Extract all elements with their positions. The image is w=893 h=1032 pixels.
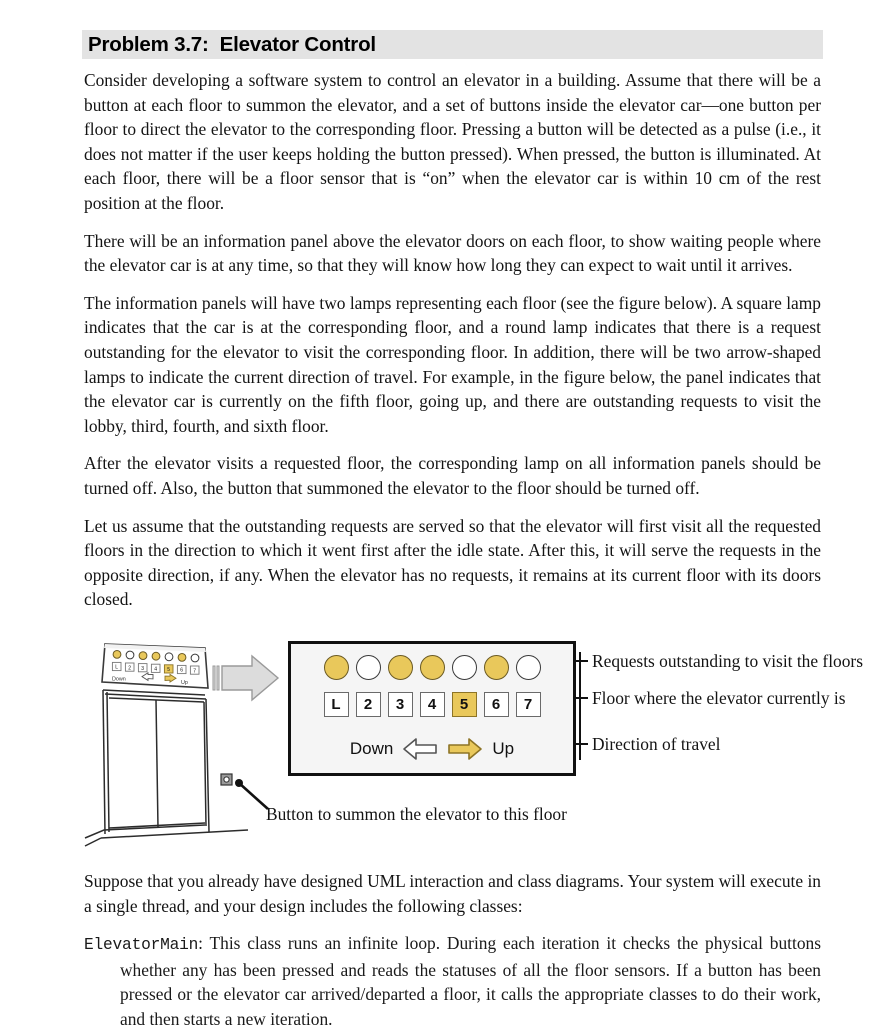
paragraph: Let us assume that the outstanding requests are served so that the elevator will first visit all the requested floors in the direction to which it went first after the idle state. After this, it will serve the requests in the opposite direction, if any. When the elevator has no requests, it remains at its current floor with its doors closed. xyxy=(84,515,821,610)
paragraph: Consider developing a software system to control an elevator in a building. Assume that there will be a button at each floor to summon the elevator, and a set of buttons inside the elevator car—one button per floor to direct the elevator to the corresponding floor. Pressing a button will be detected as a pulse (i.e., it does not matter if the user keeps holding the button pressed). When pressed, the button is illuminated. At each floor, there will be a floor sensor that is “on” when the elevator car is within 10 cm of the rest position at the floor. xyxy=(84,70,821,213)
class-name: ElevatorMain xyxy=(84,936,199,955)
summon-button xyxy=(221,774,232,785)
svg-text:5: 5 xyxy=(167,667,171,674)
request-lamp-4[interactable] xyxy=(420,655,445,680)
floor-indicator-7[interactable]: 7 xyxy=(516,692,541,717)
class-description: : This class runs an infinite loop. During each iteration it checks the physical buttons whether any has been pressed and reads the statuses of all the floor sensors. If a button has been pressed or the elevator car arrived/departed a floor, it calls the appropriate classes to do their work, and then starts a new iteration. xyxy=(120,933,821,1029)
request-lamp-2[interactable] xyxy=(356,655,381,680)
mini-info-panel xyxy=(102,644,208,688)
body-text-top xyxy=(84,68,821,612)
request-lamp-5[interactable] xyxy=(452,655,477,680)
paragraph: The information panels will have two lamps representing each floor (see the figure below). A square lamp indicates that the car is at the corresponding floor, and a round lamp indicates that there is a request outstanding for the elevator to visit the corresponding floor. In addition, there will be two arrow-shaped lamps to indicate the current direction of travel. For example, in the figure below, the panel indicates that the elevator car is currently on the fifth floor, going up, and there are outstanding requests to visit the lobby, third, fourth, and sixth floor. xyxy=(84,292,821,436)
down-label: Down xyxy=(349,739,394,758)
down-arrow-icon[interactable] xyxy=(402,736,438,762)
svg-text:2: 2 xyxy=(128,665,132,672)
paragraph: After the elevator visits a requested floor, the corresponding lamp on all information panels should be turned off. Also, the button that summoned the elevator to the floor should be turned off. xyxy=(84,453,821,498)
svg-text:4: 4 xyxy=(154,666,158,673)
body-text-bottom xyxy=(84,869,821,1032)
svg-text:Up: Up xyxy=(181,680,188,686)
svg-text:3: 3 xyxy=(141,665,145,672)
floor-indicator-2[interactable]: 2 xyxy=(356,692,381,717)
floor-indicator-L[interactable]: L xyxy=(324,692,349,717)
floor-indicator-3[interactable]: 3 xyxy=(388,692,413,717)
direction-row xyxy=(291,732,573,766)
floor-indicator-4[interactable]: 4 xyxy=(420,692,445,717)
callout-current-floor: Floor where the elevator currently is xyxy=(592,688,846,708)
up-label: Up xyxy=(492,739,515,758)
callout-direction: Direction of travel xyxy=(592,734,721,754)
elevator-doors xyxy=(85,690,248,846)
floor-indicator-5[interactable]: 5 xyxy=(452,692,477,717)
elevator-figure xyxy=(0,632,893,864)
request-lamp-3[interactable] xyxy=(388,655,413,680)
request-lamp-row xyxy=(291,655,573,680)
svg-text:L: L xyxy=(115,664,119,671)
summon-button-leader xyxy=(235,779,268,809)
request-lamp-L[interactable] xyxy=(324,655,349,680)
callout-requests: Requests outstanding to visit the floors xyxy=(592,651,863,671)
up-arrow-icon[interactable] xyxy=(447,736,483,762)
zoom-arrow xyxy=(213,656,278,700)
svg-text:Down: Down xyxy=(112,676,126,683)
request-lamp-6[interactable] xyxy=(484,655,509,680)
request-lamp-7[interactable] xyxy=(516,655,541,680)
information-panel xyxy=(288,641,576,776)
page-title: Problem 3.7: Elevator Control xyxy=(88,33,376,56)
paragraph: There will be an information panel above the elevator doors on each floor, to show waiting people where the elevator car is at any time, so that they will know how long they can expect to wait until it arrives. xyxy=(84,230,821,276)
floor-indicator-6[interactable]: 6 xyxy=(484,692,509,717)
svg-text:6: 6 xyxy=(180,667,184,674)
svg-text:7: 7 xyxy=(193,668,197,675)
callout-summon-button: Button to summon the elevator to this floor xyxy=(266,804,567,824)
paragraph: Suppose that you already have designed UML interaction and class diagrams. Your system will execute in a single thread, and your design includes the following classes: xyxy=(84,871,821,916)
floor-indicator-row xyxy=(291,692,573,717)
class-description-item xyxy=(84,931,821,1031)
